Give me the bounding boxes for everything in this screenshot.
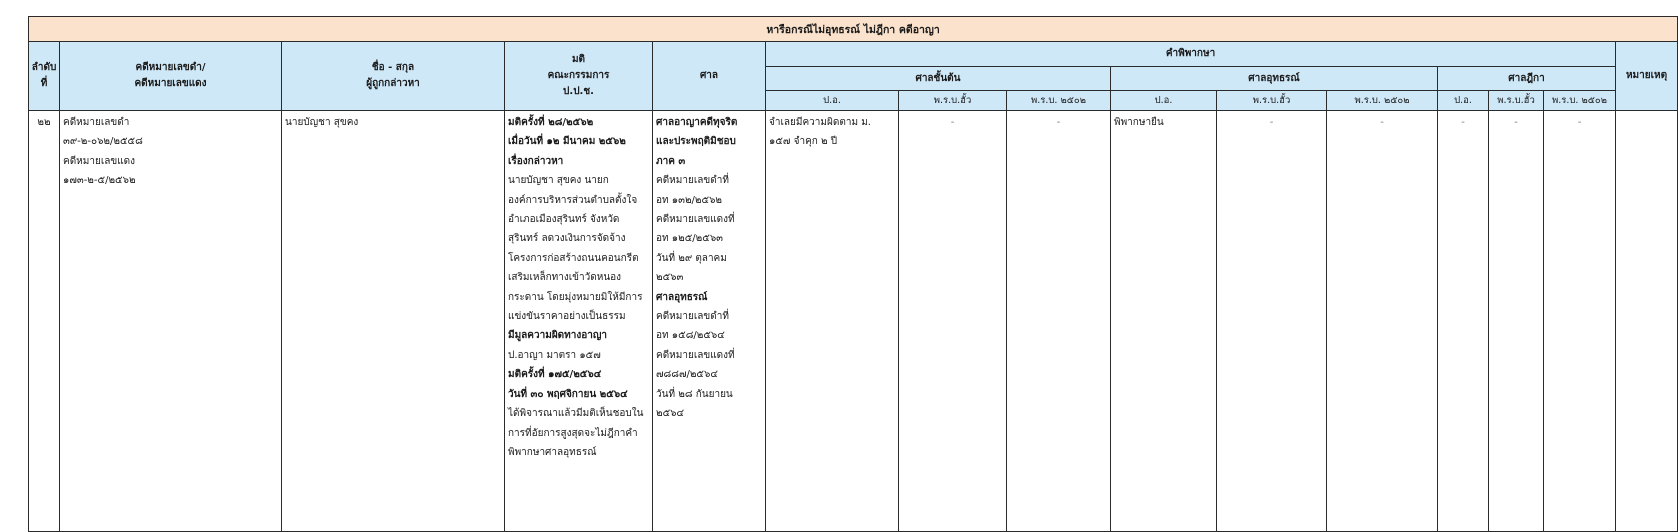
court-line: อท ๑๕๘/๒๕๖๔ xyxy=(656,330,725,342)
resolution-line: กระดาน โดยมุ่งหมายมิให้มีการ xyxy=(508,291,643,303)
cell-supreme-hua: - xyxy=(1489,111,1544,532)
cell-supreme-po: - xyxy=(1438,111,1489,532)
resolution-line: ได้พิจารณาแล้วมีมติเห็นชอบใน xyxy=(508,408,644,420)
judgment-table xyxy=(28,16,1678,532)
cell-order: ๒๒ xyxy=(29,111,60,532)
court-line: คดีหมายเลขดำที่ xyxy=(656,175,729,187)
resolution-line: เมื่อวันที่ ๑๒ มีนาคม ๒๕๖๒ xyxy=(508,136,626,148)
header-remark: หมายเหตุ xyxy=(1616,42,1678,111)
resolution-line: แข่งขันราคาอย่างเป็นธรรม xyxy=(508,311,626,323)
court-line: ภาค ๓ xyxy=(656,155,686,167)
header-appeal-court: ศาลอุทธรณ์ xyxy=(1111,67,1438,91)
resolution-line: นายบัญชา สุขคง นายก xyxy=(508,175,609,187)
header-resolution: มติ คณะกรรมการ ป.ป.ช. xyxy=(505,42,653,111)
resolution-line: องค์การบริหารส่วนตำบลตั้งใจ xyxy=(508,194,638,206)
cell-first-hua: - xyxy=(899,111,1007,532)
subheader-supreme-hua: พ.ร.บ.ฮั้ว xyxy=(1489,91,1544,111)
resolution-line: เรื่องกล่าวหา xyxy=(508,155,564,167)
court-line: อท ๑๒๕/๒๕๖๓ xyxy=(656,233,723,245)
subheader-first-po: ป.อ. xyxy=(766,91,899,111)
court-line: คดีหมายเลขแดงที่ xyxy=(656,349,735,361)
subheader-appeal-po: ป.อ. xyxy=(1111,91,1217,111)
table-row xyxy=(29,111,1678,532)
header-order: ลำดับ ที่ xyxy=(29,42,60,111)
subheader-supreme-po: ป.อ. xyxy=(1438,91,1489,111)
court-line: ๒๕๖๓ xyxy=(656,272,684,284)
resolution-line: สุรินทร์ ลดวงเงินการจัดจ้าง xyxy=(508,233,626,245)
cell-supreme-2502: - xyxy=(1544,111,1616,532)
resolution-line: เสริมเหล็กทางเข้าวัดหนอง xyxy=(508,272,622,284)
cell-appeal-po: พิพากษายืน xyxy=(1111,111,1217,532)
cell-appeal-2502: - xyxy=(1327,111,1438,532)
cell-first-2502: - xyxy=(1007,111,1111,532)
cell-remark xyxy=(1616,111,1678,532)
court-line: อท ๑๓๒/๒๕๖๒ xyxy=(656,194,723,206)
court-line: ๒๕๖๔ xyxy=(656,408,685,420)
header-court: ศาล xyxy=(653,42,766,111)
header-judgment: คำพิพากษา xyxy=(766,42,1616,67)
subheader-first-2502: พ.ร.บ. ๒๕๐๒ xyxy=(1007,91,1111,111)
subheader-appeal-hua: พ.ร.บ.ฮั้ว xyxy=(1217,91,1327,111)
cell-name: นายบัญชา สุขคง xyxy=(282,111,505,532)
resolution-line: มติครั้งที่ ๒๘/๒๕๖๒ xyxy=(508,117,594,128)
court-line: วันที่ ๒๙ ตุลาคม xyxy=(656,252,727,264)
court-line: ศาลอุทธรณ์ xyxy=(656,291,708,303)
header-name: ชื่อ - สกุล ผู้ถูกกล่าวหา xyxy=(282,42,505,111)
subheader-appeal-2502: พ.ร.บ. ๒๕๐๒ xyxy=(1327,91,1438,111)
cell-appeal-hua: - xyxy=(1217,111,1327,532)
header-case-no: คดีหมายเลขดำ/ คดีหมายเลขแดง xyxy=(60,42,282,111)
resolution-line: การที่อัยการสูงสุดจะไม่ฎีกาคำ xyxy=(508,427,638,439)
resolution-line: ป.อาญา มาตรา ๑๕๗ xyxy=(508,349,601,361)
judgment-table-sheet xyxy=(28,16,1668,528)
court-line: ศาลอาญาคดีทุจริต xyxy=(656,117,738,128)
table-title: หารือกรณีไม่อุทธรณ์ ไม่ฎีกา คดีอาญา xyxy=(29,17,1678,42)
court-line: วันที่ ๒๘ กันยายน xyxy=(656,388,733,400)
resolution-line: พิพากษาศาลอุทธรณ์ xyxy=(508,446,597,458)
resolution-line: โครงการก่อสร้างถนนคอนกรีต xyxy=(508,252,639,264)
resolution-line: มติครั้งที่ ๑๗๕/๒๕๖๔ xyxy=(508,369,602,381)
court-line: คดีหมายเลขแดงที่ xyxy=(656,214,735,226)
resolution-line: วันที่ ๓๐ พฤศจิกายน ๒๕๖๔ xyxy=(508,388,628,400)
cell-court xyxy=(653,111,766,532)
court-line: และประพฤติมิชอบ xyxy=(656,136,736,148)
header-supreme-court: ศาลฎีกา xyxy=(1438,67,1616,91)
cell-resolution xyxy=(505,111,653,532)
cell-case-no: คดีหมายเลขดำ ๓๙-๒-๐๖๒/๒๕๕๘ คดีหมายเลขแดง ๑๗๓-๒-๕/๒๕๖๒ xyxy=(60,111,282,532)
subheader-supreme-2502: พ.ร.บ. ๒๕๐๒ xyxy=(1544,91,1616,111)
court-line: ๗๘๘๗/๒๕๖๔ xyxy=(656,369,718,381)
resolution-line: มีมูลความผิดทางอาญา xyxy=(508,330,608,342)
header-first-court: ศาลชั้นต้น xyxy=(766,67,1111,91)
court-line: คดีหมายเลขดำที่ xyxy=(656,311,729,323)
resolution-line: อำเภอเมืองสุรินทร์ จังหวัด xyxy=(508,214,620,226)
cell-first-po: จำเลยมีความผิดตาม ม. ๑๕๗ จำคุก ๒ ปี xyxy=(766,111,899,532)
subheader-first-hua: พ.ร.บ.ฮั้ว xyxy=(899,91,1007,111)
